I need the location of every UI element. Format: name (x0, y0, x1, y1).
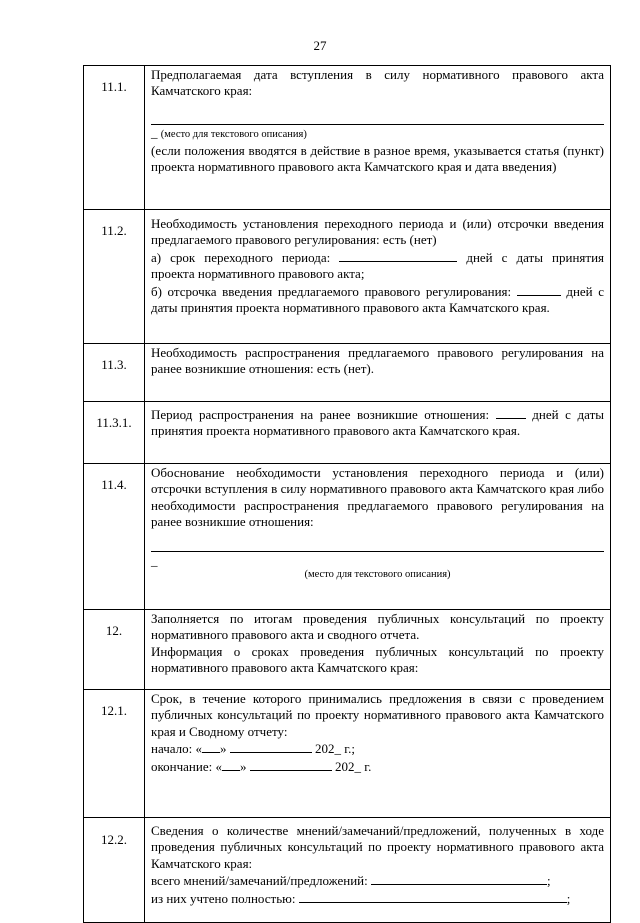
table-row (84, 402, 611, 464)
caption: (место для текстового описания) (160, 128, 307, 140)
caption: (место для текстового описания) (304, 568, 451, 580)
dash-line: _ (151, 552, 158, 568)
table-row (84, 464, 611, 610)
table-row (84, 818, 611, 923)
deferral-line: б) отсрочка введения предлагаемого правового регулирования: дней с даты принятия проекта нормативного правового акта Камчатского края. (151, 283, 605, 316)
total-opinions-input[interactable] (371, 872, 547, 885)
row-text: Обоснование необходимости установления переходного периода и (или) отсрочки вступления в силу нормативного правового акта Камчатского края либо необходимости распространения предлагаемого правового регулирования на ранее возникшие отношения: (151, 465, 604, 530)
deferral-input[interactable] (517, 283, 561, 296)
transition-period-input[interactable] (339, 249, 457, 262)
row-content (145, 818, 611, 923)
fully-accepted-line: из них учтено полностью: ; (151, 890, 571, 906)
start-month-input[interactable] (230, 740, 312, 753)
form-table (83, 65, 611, 923)
text-input-line[interactable] (151, 537, 604, 552)
text-input-line[interactable] (151, 110, 604, 125)
row-text: Необходимость установления переходного периода и (или) отсрочки введения предлагаемого правового регулирования: есть (нет) (151, 216, 604, 248)
row-text: Необходимость распространения предлагаемого правового регулирования на ранее возникшие отношения: есть (нет). (151, 345, 604, 377)
row-text: Предполагаемая дата вступления в силу нормативного правового акта Камчатского края: (151, 67, 604, 99)
start-day-input[interactable] (202, 740, 220, 753)
end-day-input[interactable] (222, 758, 240, 771)
row-number: 11.1. (84, 66, 145, 210)
row-note: (если положения вводятся в действие в разное время, указывается статья (пункт) проекта нормативного правового акта Камчатского края и дата введения) (151, 142, 604, 175)
row-number: 12.2. (84, 818, 145, 923)
row-text: Период распространения на ранее возникшие отношения: дней с даты принятия проекта нормативного правового акта Камчатского края. (151, 407, 605, 439)
row-content (145, 690, 611, 818)
page-number: 27 (313, 38, 327, 53)
row-text-2: Информация о сроках проведения публичных консультаций по проекту нормативного правового акта Камчатского края: (151, 643, 604, 676)
row-number: 11.3.1. (84, 402, 145, 464)
table-row (84, 610, 611, 690)
total-opinions-line: всего мнений/замечаний/предложений: ; (151, 873, 551, 889)
row-number: 11.2. (84, 210, 145, 344)
table-row (84, 66, 611, 210)
row-number: 11.3. (84, 344, 145, 402)
fully-accepted-input[interactable] (299, 890, 567, 903)
row-text: Срок, в течение которого принимались предложения в связи с проведением публичных консультаций по проекту нормативного правового акта Камчатского края и Сводному отчету: (151, 691, 604, 739)
row-content (145, 402, 611, 464)
start-date-line: начало: « » 202_ г.; (151, 741, 355, 757)
row-content (145, 210, 611, 344)
transition-period-line: а) срок переходного периода: дней с даты принятия проекта нормативного правового акта; (151, 249, 605, 282)
table-row (84, 690, 611, 818)
end-date-line: окончание: « » 202_ г. (151, 758, 372, 774)
table-row (84, 210, 611, 344)
row-content (145, 344, 611, 402)
row-content (145, 610, 611, 690)
period-input[interactable] (496, 406, 526, 419)
row-content (145, 66, 611, 210)
row-text: Заполняется по итогам проведения публичных консультаций по проекту нормативного правового акта и сводного отчета. (151, 611, 604, 643)
row-text: Сведения о количестве мнений/замечаний/предложений, полученных в ходе проведения публичных консультаций по проекту нормативного правового акта Камчатского края: (151, 823, 604, 871)
table-row (84, 344, 611, 402)
caption-line: _ (место для текстового описания) (151, 124, 307, 140)
row-content (145, 464, 611, 610)
row-number: 12. (84, 610, 145, 690)
end-month-input[interactable] (250, 758, 332, 771)
row-number: 12.1. (84, 690, 145, 818)
row-number: 11.4. (84, 464, 145, 610)
